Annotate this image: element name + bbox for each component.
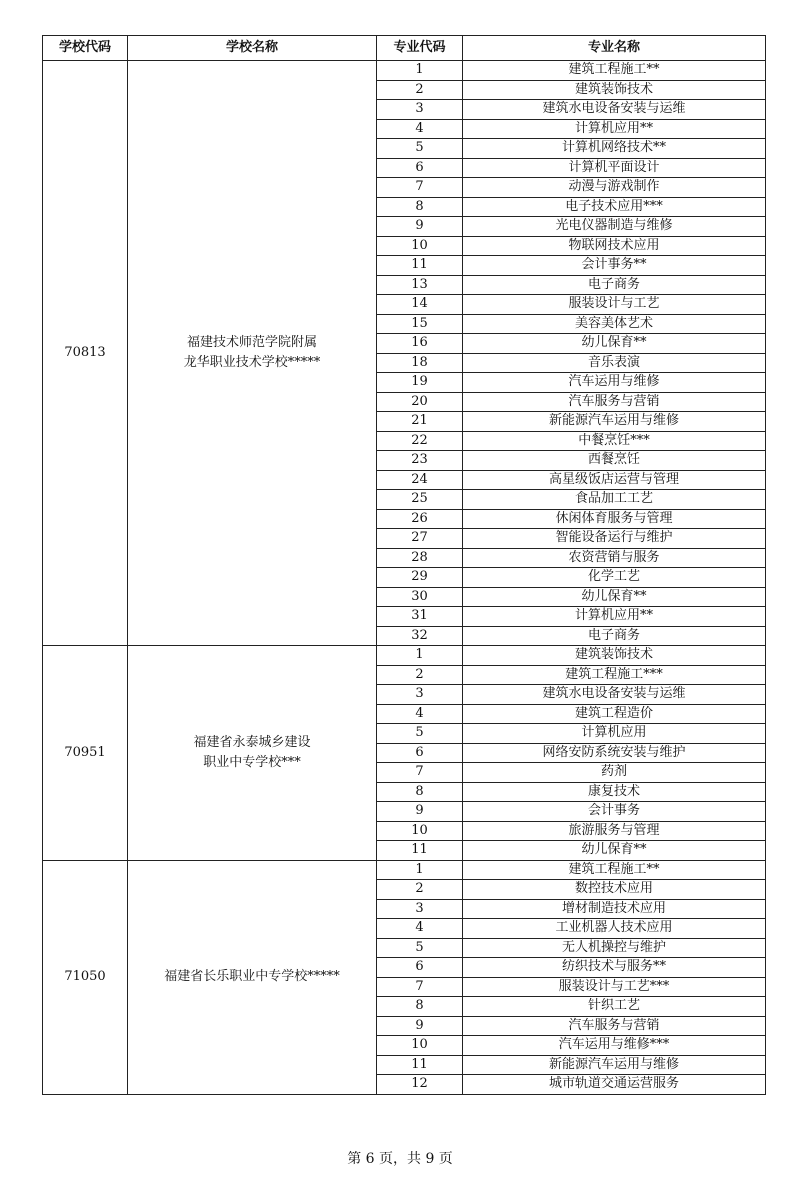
major-name-cell: 智能设备运行与维护 bbox=[463, 529, 766, 549]
major-name-cell: 建筑工程施工** bbox=[463, 860, 766, 880]
major-name-cell: 旅游服务与管理 bbox=[463, 821, 766, 841]
major-code-cell: 23 bbox=[377, 451, 463, 471]
major-name-cell: 休闲体育服务与管理 bbox=[463, 509, 766, 529]
major-code-cell: 28 bbox=[377, 548, 463, 568]
major-name-cell: 音乐表演 bbox=[463, 353, 766, 373]
major-name-cell: 幼儿保育** bbox=[463, 587, 766, 607]
major-name-cell: 增材制造技术应用 bbox=[463, 899, 766, 919]
major-name-cell: 汽车运用与维修*** bbox=[463, 1036, 766, 1056]
major-name-cell: 食品加工工艺 bbox=[463, 490, 766, 510]
major-code-cell: 1 bbox=[377, 646, 463, 666]
major-code-cell: 2 bbox=[377, 665, 463, 685]
major-code-cell: 9 bbox=[377, 802, 463, 822]
major-code-cell: 1 bbox=[377, 860, 463, 880]
major-name-cell: 工业机器人技术应用 bbox=[463, 919, 766, 939]
major-code-cell: 31 bbox=[377, 607, 463, 627]
major-code-cell: 11 bbox=[377, 841, 463, 861]
major-name-cell: 电子技术应用*** bbox=[463, 197, 766, 217]
table-body bbox=[43, 61, 766, 1095]
major-code-cell: 3 bbox=[377, 685, 463, 705]
major-name-cell: 会计事务 bbox=[463, 802, 766, 822]
major-code-cell: 8 bbox=[377, 782, 463, 802]
school-name-line: 福建省永泰城乡建设 bbox=[193, 734, 311, 750]
major-code-cell: 6 bbox=[377, 958, 463, 978]
major-code-cell: 7 bbox=[377, 977, 463, 997]
major-name-cell: 物联网技术应用 bbox=[463, 236, 766, 256]
major-name-cell: 幼儿保育** bbox=[463, 334, 766, 354]
school-code-cell: 71050 bbox=[43, 860, 128, 1094]
major-code-cell: 11 bbox=[377, 256, 463, 276]
major-name-cell: 建筑工程造价 bbox=[463, 704, 766, 724]
major-name-cell: 数控技术应用 bbox=[463, 880, 766, 900]
major-code-cell: 24 bbox=[377, 470, 463, 490]
major-name-cell: 针织工艺 bbox=[463, 997, 766, 1017]
header-school-code: 学校代码 bbox=[43, 36, 128, 61]
table-row bbox=[43, 860, 766, 880]
major-name-cell: 美容美体艺术 bbox=[463, 314, 766, 334]
major-code-cell: 11 bbox=[377, 1055, 463, 1075]
major-name-cell: 高星级饭店运营与管理 bbox=[463, 470, 766, 490]
header-major-name: 专业名称 bbox=[463, 36, 766, 61]
major-name-cell: 建筑水电设备安装与运维 bbox=[463, 100, 766, 120]
major-code-cell: 2 bbox=[377, 80, 463, 100]
table-row bbox=[43, 646, 766, 666]
major-code-cell: 3 bbox=[377, 100, 463, 120]
major-name-cell: 计算机平面设计 bbox=[463, 158, 766, 178]
school-name-cell bbox=[128, 61, 377, 646]
major-code-cell: 8 bbox=[377, 197, 463, 217]
major-code-cell: 1 bbox=[377, 61, 463, 81]
major-code-cell: 7 bbox=[377, 763, 463, 783]
school-name-cell bbox=[128, 646, 377, 861]
major-code-cell: 10 bbox=[377, 821, 463, 841]
major-name-cell: 汽车运用与维修 bbox=[463, 373, 766, 393]
major-name-cell: 电子商务 bbox=[463, 275, 766, 295]
major-name-cell: 服装设计与工艺*** bbox=[463, 977, 766, 997]
major-name-cell: 西餐烹饪 bbox=[463, 451, 766, 471]
table-row bbox=[43, 61, 766, 81]
major-code-cell: 15 bbox=[377, 314, 463, 334]
major-name-cell: 建筑装饰技术 bbox=[463, 80, 766, 100]
major-name-cell: 会计事务** bbox=[463, 256, 766, 276]
major-code-cell: 18 bbox=[377, 353, 463, 373]
major-name-cell: 药剂 bbox=[463, 763, 766, 783]
major-name-cell: 建筑工程施工** bbox=[463, 61, 766, 81]
major-code-cell: 27 bbox=[377, 529, 463, 549]
major-code-cell: 21 bbox=[377, 412, 463, 432]
major-code-cell: 32 bbox=[377, 626, 463, 646]
major-code-cell: 22 bbox=[377, 431, 463, 451]
major-name-cell: 中餐烹饪*** bbox=[463, 431, 766, 451]
school-name-line: 福建技术师范学院附属 bbox=[186, 335, 317, 350]
major-code-cell: 4 bbox=[377, 919, 463, 939]
major-code-cell: 26 bbox=[377, 509, 463, 529]
school-name-line: 职业中专学校*** bbox=[203, 754, 301, 770]
major-name-cell: 动漫与游戏制作 bbox=[463, 178, 766, 198]
major-name-cell: 新能源汽车运用与维修 bbox=[463, 412, 766, 432]
major-code-cell: 5 bbox=[377, 139, 463, 159]
header-row bbox=[43, 36, 766, 61]
major-code-cell: 14 bbox=[377, 295, 463, 315]
major-code-cell: 4 bbox=[377, 704, 463, 724]
major-code-cell: 8 bbox=[377, 997, 463, 1017]
major-code-cell: 9 bbox=[377, 1016, 463, 1036]
header-school-name: 学校名称 bbox=[128, 36, 377, 61]
major-name-cell: 康复技术 bbox=[463, 782, 766, 802]
major-name-cell: 服装设计与工艺 bbox=[463, 295, 766, 315]
major-name-cell: 新能源汽车运用与维修 bbox=[463, 1055, 766, 1075]
major-code-cell: 5 bbox=[377, 938, 463, 958]
major-name-cell: 城市轨道交通运营服务 bbox=[463, 1075, 766, 1095]
major-code-cell: 5 bbox=[377, 724, 463, 744]
major-code-cell: 10 bbox=[377, 236, 463, 256]
major-code-cell: 25 bbox=[377, 490, 463, 510]
major-name-cell: 化学工艺 bbox=[463, 568, 766, 588]
major-code-cell: 6 bbox=[377, 158, 463, 178]
major-code-cell: 9 bbox=[377, 217, 463, 237]
major-name-cell: 幼儿保育** bbox=[463, 841, 766, 861]
school-code-cell: 70813 bbox=[43, 61, 128, 646]
major-code-cell: 19 bbox=[377, 373, 463, 393]
major-code-cell: 7 bbox=[377, 178, 463, 198]
major-code-cell: 29 bbox=[377, 568, 463, 588]
major-name-cell: 汽车服务与营销 bbox=[463, 392, 766, 412]
major-name-cell: 建筑水电设备安装与运维 bbox=[463, 685, 766, 705]
major-name-cell: 建筑装饰技术 bbox=[463, 646, 766, 666]
major-name-cell: 光电仪器制造与维修 bbox=[463, 217, 766, 237]
majors-table-container bbox=[42, 35, 765, 1095]
school-code-cell: 70951 bbox=[43, 646, 128, 861]
major-code-cell: 10 bbox=[377, 1036, 463, 1056]
major-name-cell: 计算机应用** bbox=[463, 119, 766, 139]
major-code-cell: 16 bbox=[377, 334, 463, 354]
major-name-cell: 计算机应用** bbox=[463, 607, 766, 627]
header-major-code: 专业代码 bbox=[377, 36, 463, 61]
school-name-line: 福建省长乐职业中专学校***** bbox=[164, 969, 340, 984]
major-name-cell: 农资营销与服务 bbox=[463, 548, 766, 568]
major-code-cell: 12 bbox=[377, 1075, 463, 1095]
major-code-cell: 20 bbox=[377, 392, 463, 412]
page-footer: 第 6 页，共 9 页 bbox=[347, 1151, 453, 1167]
major-name-cell: 计算机应用 bbox=[463, 724, 766, 744]
school-name-cell bbox=[128, 860, 377, 1094]
major-name-cell: 网络安防系统安装与维护 bbox=[463, 743, 766, 763]
major-code-cell: 30 bbox=[377, 587, 463, 607]
major-name-cell: 电子商务 bbox=[463, 626, 766, 646]
major-name-cell: 纺织技术与服务** bbox=[463, 958, 766, 978]
major-name-cell: 无人机操控与维护 bbox=[463, 938, 766, 958]
major-code-cell: 13 bbox=[377, 275, 463, 295]
major-code-cell: 6 bbox=[377, 743, 463, 763]
major-name-cell: 计算机网络技术** bbox=[463, 139, 766, 159]
major-code-cell: 4 bbox=[377, 119, 463, 139]
major-code-cell: 3 bbox=[377, 899, 463, 919]
majors-table bbox=[42, 35, 766, 1095]
major-name-cell: 汽车服务与营销 bbox=[463, 1016, 766, 1036]
school-name-line: 龙华职业技术学校***** bbox=[183, 355, 321, 370]
major-name-cell: 建筑工程施工*** bbox=[463, 665, 766, 685]
major-code-cell: 2 bbox=[377, 880, 463, 900]
